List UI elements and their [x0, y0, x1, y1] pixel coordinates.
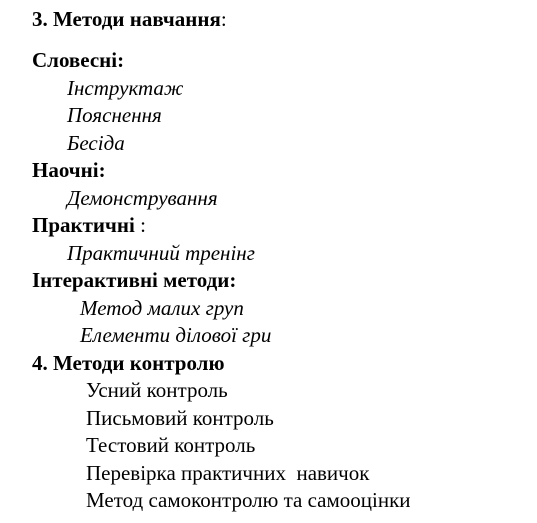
practical-methods-line — [32, 213, 146, 237]
control-method-item: Метод самоконтролю та самооцінки — [86, 488, 411, 512]
control-method-item: Усний контроль — [86, 378, 228, 402]
visual-methods-label: Наочні: — [32, 158, 106, 182]
section4-heading: 4. Методи контролю — [32, 351, 225, 375]
interactive-method-item: Метод малих груп — [80, 296, 244, 320]
practical-methods-label: Практичні — [32, 213, 135, 237]
control-method-item: Тестовий контроль — [86, 433, 256, 457]
verbal-methods-label: Словесні: — [32, 48, 125, 72]
practical-methods-colon: : — [134, 213, 146, 237]
visual-method-item: Демонстрування — [67, 186, 218, 210]
verbal-method-item: Інструктаж — [67, 76, 184, 100]
interactive-method-item: Елементи ділової гри — [80, 323, 272, 347]
verbal-method-item: Бесіда — [67, 131, 125, 155]
section3-heading: 3. Методи навчання — [32, 7, 221, 31]
control-method-item: Письмовий контроль — [86, 406, 274, 430]
interactive-methods-label: Інтерактивні методи: — [32, 268, 237, 292]
section3-heading-line — [32, 7, 227, 31]
section3-heading-colon: : — [220, 7, 227, 31]
practical-method-item: Практичний тренінг — [67, 241, 255, 265]
verbal-method-item: Пояснення — [67, 103, 162, 127]
control-method-item: Перевірка практичних навичок — [86, 461, 370, 485]
